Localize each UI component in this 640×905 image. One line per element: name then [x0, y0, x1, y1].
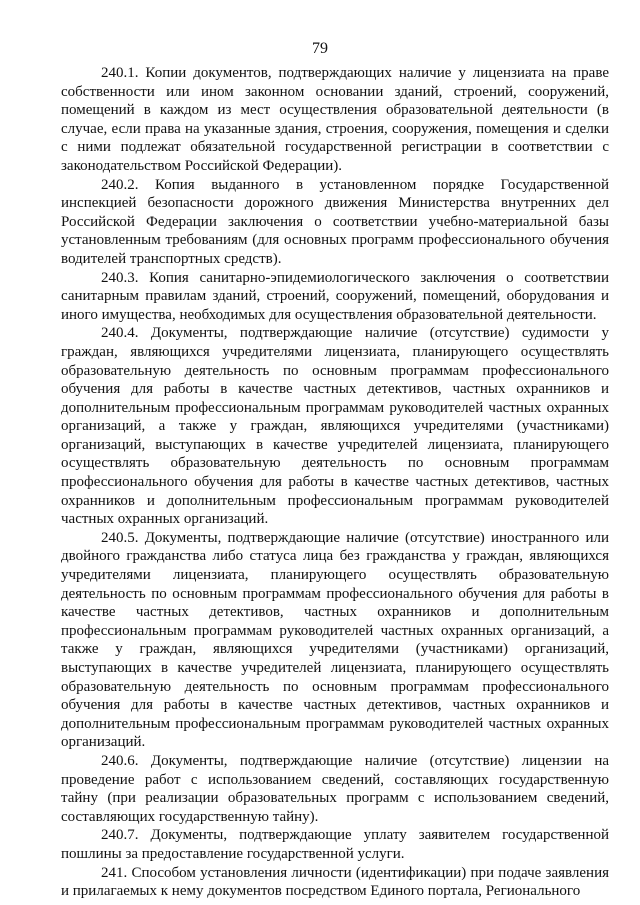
- paragraph-240-1: 240.1. Копии документов, подтверждающих наличие у лицензиата на праве собственности или ином законном основании зданий, строений, сооружений, помещений в каждом из мест осуществления образовательной деятельности (в случае, если права на указанные здания, строения, сооружения, помещения и сделки с ними подлежат обязательной государственной регистрации в соответствии с законодательством Российской Федерации).: [61, 65, 609, 174]
- paragraph-240-7: 240.7. Документы, подтверждающие уплату заявителем государственной пошлины за предоставление государственной услуги.: [61, 827, 609, 862]
- paragraph-240-5: 240.5. Документы, подтверждающие наличие (отсутствие) иностранного или двойного гражданства либо статуса лица без гражданства у граждан, являющихся учредителями лицензиата, планирующего осуществлять образовательную деятельность по основным программам профессионального обучения для работы в качестве частных детективов, частных охранников и дополнительным профессиональным программам руководителей частных охранных организаций, а также у граждан, являющихся учредителями (участниками) организаций, выступающих в качестве учредителей лицензиата, планирующего осуществлять образовательную деятельность по основным программам профессионального обучения для работы в качестве частных детективов, частных охранников и дополнительным профессиональным программам руководителей частных охранных организаций.: [61, 529, 609, 751]
- paragraph-241: 241. Способом установления личности (идентификации) при подаче заявления и прилагаемых к нему документов посредством Единого портала, Регионального: [61, 864, 609, 900]
- paragraph-240-2: 240.2. Копия выданного в установленном порядке Государственной инспекцией безопасности дорожного движения Министерства внутренних дел Российской Федерации заключения о соответствии учебно-материальной базы установленным требованиям (для основных программ профессионального обучения водителей транспортных средств).: [61, 176, 609, 267]
- paragraph-240-4: 240.4. Документы, подтверждающие наличие (отсутствие) судимости у граждан, являющихся учредителями лицензиата, планирующего осуществлять образовательную деятельность по основным программам профессионального обучения для работы в качестве частных детективов, частных охранников и дополнительным профессиональным программам руководителей частных охранных организаций, а также у граждан, являющихся учредителями (участниками) организаций, выступающих в качестве учредителей лицензиата, планирующего осуществлять образовательную деятельность по основным программам профессионального обучения для работы в качестве частных детективов, частных охранников и дополнительным профессиональным программам руководителей частных охранных организаций.: [61, 325, 609, 528]
- document-body: [61, 64, 609, 901]
- page-number: 79: [312, 40, 328, 57]
- paragraph-240-3: 240.3. Копия санитарно-эпидемиологического заключения о соответствии санитарным правилам зданий, строений, сооружений, помещений, оборудования и иного имущества, необходимых для осуществления образовательной деятельности.: [61, 269, 609, 323]
- paragraph-240-6: 240.6. Документы, подтверждающие наличие (отсутствие) лицензии на проведение работ с использованием сведений, составляющих государственную тайну (при реализации образовательных программ с использованием сведений, составляющих государственную тайну).: [61, 752, 609, 825]
